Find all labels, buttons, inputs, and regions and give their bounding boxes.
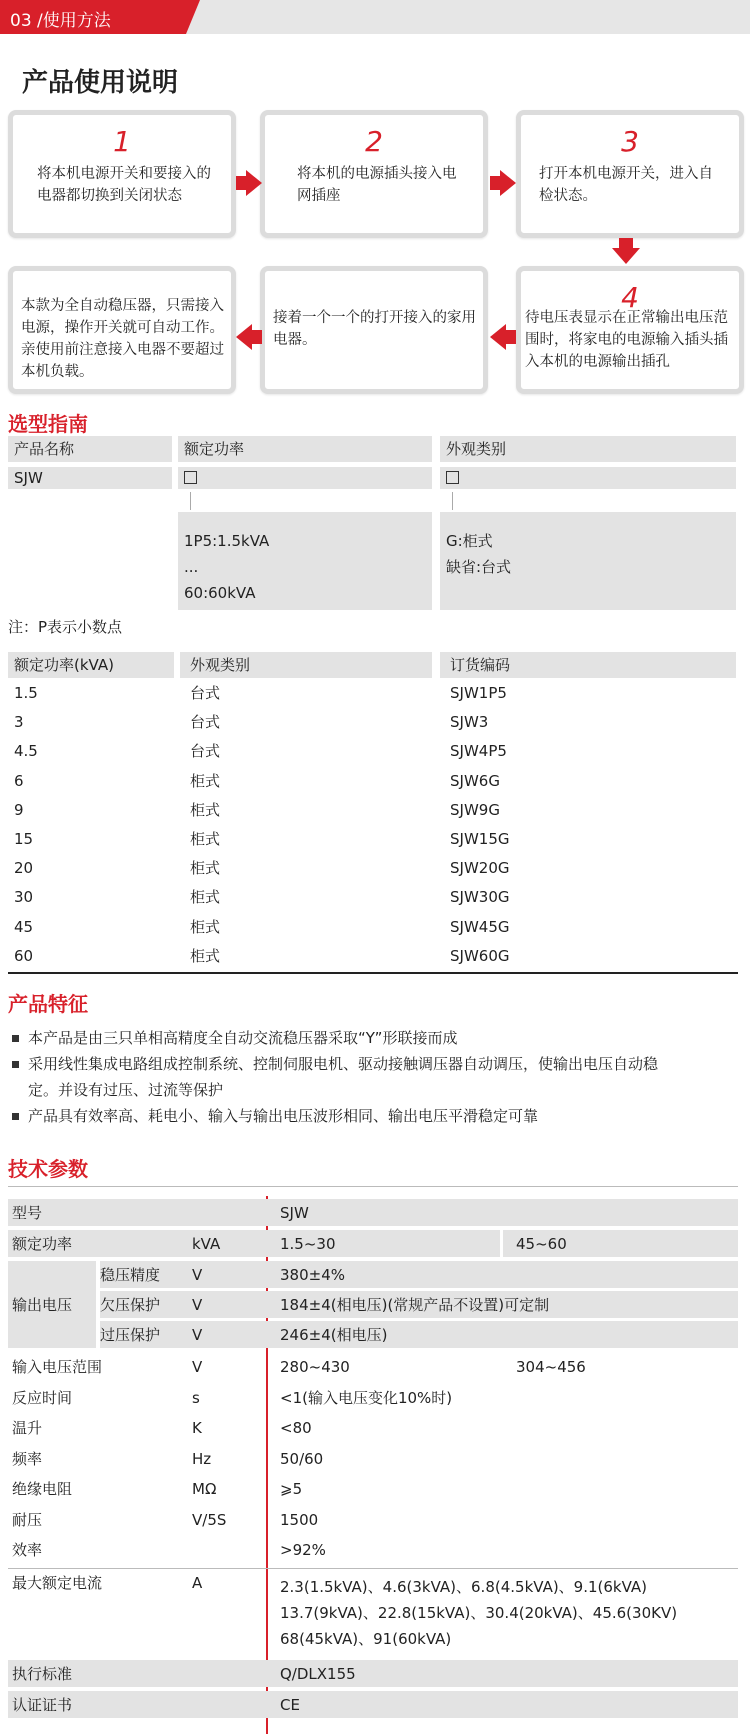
features-title: 产品特征 [8, 992, 88, 1016]
tech-param-name: 频率 [12, 1449, 43, 1468]
order-cell-power: 1.5 [14, 684, 38, 702]
tech-rule [8, 1568, 738, 1569]
feature-item: 产品具有效率高、耗电小、输入与输出电压波形相同、输出电压平滑稳定可靠 [28, 1107, 539, 1125]
arrow-right-icon [490, 176, 500, 190]
order-cell-type: 台式 [190, 742, 221, 761]
tech-model-row [8, 1199, 738, 1226]
order-cell-type: 柜式 [190, 830, 221, 848]
order-cell-code: SJW9G [450, 800, 500, 819]
tech-cert-value: CE [280, 1696, 300, 1714]
type-option: G:柜式 [446, 532, 493, 550]
order-cell-power: 60 [14, 946, 34, 965]
tech-output-value: 380±4% [280, 1266, 345, 1284]
arrow-right-icon [500, 170, 516, 196]
tech-output-unit: V [192, 1266, 203, 1284]
tech-model-value: SJW [280, 1204, 309, 1222]
order-cell-code: SJW4P5 [450, 742, 507, 761]
tech-param-unit: s [192, 1388, 200, 1407]
order-cell-power: 20 [14, 859, 34, 878]
tech-title: 技术参数 [8, 1157, 88, 1181]
order-cell-power: 15 [14, 830, 34, 848]
selection-header-power: 额定功率 [184, 440, 245, 458]
selection-value-cell [440, 467, 736, 489]
tech-output-name: 欠压保护 [100, 1296, 161, 1314]
order-header-code: 订货编码 [450, 656, 511, 674]
order-cell-code: SJW15G [450, 830, 510, 848]
tech-power-row [8, 1230, 738, 1257]
order-cell-power: 9 [14, 800, 24, 819]
tech-param-name: 温升 [12, 1419, 43, 1437]
tech-param-value: 50/60 [280, 1449, 324, 1468]
tech-param-value2: 304~456 [516, 1358, 586, 1376]
tech-param-unit: V [192, 1358, 203, 1376]
feature-item: 定。并设有过压、过流等保护 [28, 1081, 224, 1099]
tech-power-label: 额定功率 [12, 1235, 73, 1253]
order-cell-type: 柜式 [190, 888, 221, 907]
connector-line [452, 492, 453, 510]
tech-cell-gap [500, 1230, 503, 1257]
type-option: 缺省:台式 [446, 558, 512, 576]
tech-param-name: 反应时间 [12, 1388, 73, 1407]
tech-current-unit: A [192, 1574, 203, 1592]
checkbox-icon [446, 471, 459, 484]
order-cell-code: SJW6G [450, 771, 500, 790]
tech-param-name: 绝缘电阻 [12, 1480, 73, 1498]
tech-param-value: <1(输入电压变化10%时) [280, 1388, 453, 1407]
order-cell-code: SJW30G [450, 888, 510, 907]
tech-cert-label: 认证证书 [12, 1696, 73, 1714]
tech-param-value: <80 [280, 1419, 312, 1437]
step-text: 待电压表显示在正常输出电压范围时，将家电的电源输入插头插入本机的电源输出插孔 [525, 310, 728, 370]
selection-name-value: SJW [14, 469, 43, 487]
tech-output-name: 过压保护 [100, 1326, 161, 1344]
step-number: 3 [621, 125, 639, 158]
step-box-1 [8, 110, 236, 238]
bullet-icon [12, 1035, 19, 1042]
arrow-left-icon [236, 324, 252, 350]
tech-model-label: 型号 [12, 1204, 43, 1222]
order-header-type: 外观类别 [190, 656, 251, 674]
power-option: 1P5:1.5kVA [184, 532, 270, 550]
tech-current-line: 2.3(1.5kVA)、4.6(3kVA)、6.8(4.5kVA)、9.1(6kVA) [280, 1578, 648, 1596]
tech-param-name: 输入电压范围 [12, 1358, 103, 1376]
step-box-5 [260, 266, 488, 394]
tech-standard-value: Q/DLX155 [280, 1665, 356, 1683]
order-cell-code: SJW20G [450, 859, 510, 878]
order-cell-type: 台式 [190, 713, 221, 732]
step-number: 4 [621, 281, 639, 314]
tech-current-line: 13.7(9kVA)、22.8(15kVA)、30.4(20kVA)、45.6(30KV) [280, 1604, 678, 1622]
arrow-down-icon [619, 238, 633, 248]
tech-param-unit: Hz [192, 1449, 212, 1468]
step-box-6 [8, 266, 236, 394]
order-cell-power: 45 [14, 917, 34, 936]
tech-top-rule [8, 1186, 738, 1187]
tech-param-unit: MΩ [192, 1480, 217, 1498]
connector-line [190, 492, 191, 510]
selection-header-name: 产品名称 [14, 440, 75, 458]
arrow-left-icon [490, 324, 506, 350]
selection-note: 注：P表示小数点 [8, 618, 123, 636]
selection-header-type: 外观类别 [446, 440, 507, 458]
power-option: 60:60kVA [184, 584, 256, 602]
bullet-icon [12, 1113, 19, 1120]
step-number: 1 [113, 125, 131, 158]
tech-cert-row [8, 1691, 738, 1718]
step-box-4 [516, 266, 744, 394]
tech-output-name: 稳压精度 [100, 1266, 161, 1284]
arrow-left-icon [506, 330, 516, 344]
order-cell-code: SJW45G [450, 917, 510, 936]
tech-output-value: 184±4(相电压)(常规产品不设置)可定制 [280, 1296, 550, 1314]
order-cell-power: 3 [14, 713, 24, 732]
tech-current-line: 68(45kVA)、91(60kVA) [280, 1630, 452, 1648]
tech-output-unit: V [192, 1326, 203, 1344]
bullet-icon [12, 1061, 19, 1068]
step-number: 2 [365, 125, 383, 158]
order-cell-power: 6 [14, 771, 24, 790]
step-text: 将本机的电源插头接入电网插座 [297, 166, 457, 204]
tech-param-value: ⩾5 [280, 1480, 303, 1498]
power-option: ... [184, 558, 199, 576]
tech-standard-label: 执行标准 [12, 1665, 73, 1683]
checkbox-icon [184, 471, 197, 484]
step-text: 打开本机电源开关，进入自检状态。 [539, 166, 713, 204]
feature-item: 采用线性集成电路组成控制系统、控制伺服电机、驱动接触调压器自动调压，使输出电压自动稳 [28, 1055, 659, 1073]
order-cell-power: 4.5 [14, 742, 38, 761]
tech-param-value: 280~430 [280, 1358, 350, 1376]
order-cell-type: 台式 [190, 684, 221, 702]
order-cell-type: 柜式 [190, 917, 221, 936]
step-box-2 [260, 110, 488, 238]
tech-param-name: 耐压 [12, 1510, 43, 1529]
tech-output-value: 246±4(相电压) [280, 1326, 388, 1344]
tech-param-value: >92% [280, 1541, 326, 1559]
order-table-bottom-rule [8, 972, 738, 974]
order-cell-code: SJW3 [450, 713, 489, 732]
selection-title: 选型指南 [8, 412, 88, 436]
step-text: 接着一个一个的打开接入的家用电器。 [273, 310, 476, 348]
tech-power-a: 1.5~30 [280, 1235, 336, 1253]
order-header-power: 额定功率(kVA) [14, 656, 114, 674]
order-cell-power: 30 [14, 888, 34, 907]
arrow-left-icon [252, 330, 262, 344]
tech-param-unit: V/5S [192, 1510, 227, 1529]
order-cell-type: 柜式 [190, 771, 221, 790]
tech-standard-row [8, 1660, 738, 1687]
feature-item: 本产品是由三只单相高精度全自动交流稳压器采取“Y”形联接而成 [28, 1029, 458, 1047]
tech-param-name: 效率 [12, 1541, 43, 1559]
step-text: 本款为全自动稳压器，只需接入电源，操作开关就可自动工作。亲使用前注意接入电器不要超过本机负载。 [21, 298, 224, 380]
selection-value-cell [178, 467, 432, 489]
order-cell-type: 柜式 [190, 800, 221, 819]
header-title: 03 /使用方法 [10, 11, 111, 31]
tech-power-b: 45~60 [516, 1235, 567, 1253]
usage-title: 产品使用说明 [22, 68, 179, 98]
step-text: 将本机电源开关和要接入的电器都切换到关闭状态 [37, 166, 211, 204]
tech-param-unit: K [192, 1419, 202, 1437]
arrow-right-icon [236, 176, 246, 190]
tech-power-unit: kVA [192, 1235, 221, 1253]
tech-output-unit: V [192, 1296, 203, 1314]
step-box-3 [516, 110, 744, 238]
tech-output-label: 输出电压 [12, 1296, 73, 1314]
order-cell-type: 柜式 [190, 946, 221, 965]
order-cell-code: SJW60G [450, 946, 510, 965]
order-cell-type: 柜式 [190, 859, 221, 878]
arrow-right-icon [246, 170, 262, 196]
tech-current-label: 最大额定电流 [12, 1574, 103, 1592]
tech-param-value: 1500 [280, 1510, 319, 1529]
order-cell-code: SJW1P5 [450, 684, 507, 702]
arrow-down-icon [612, 248, 640, 264]
